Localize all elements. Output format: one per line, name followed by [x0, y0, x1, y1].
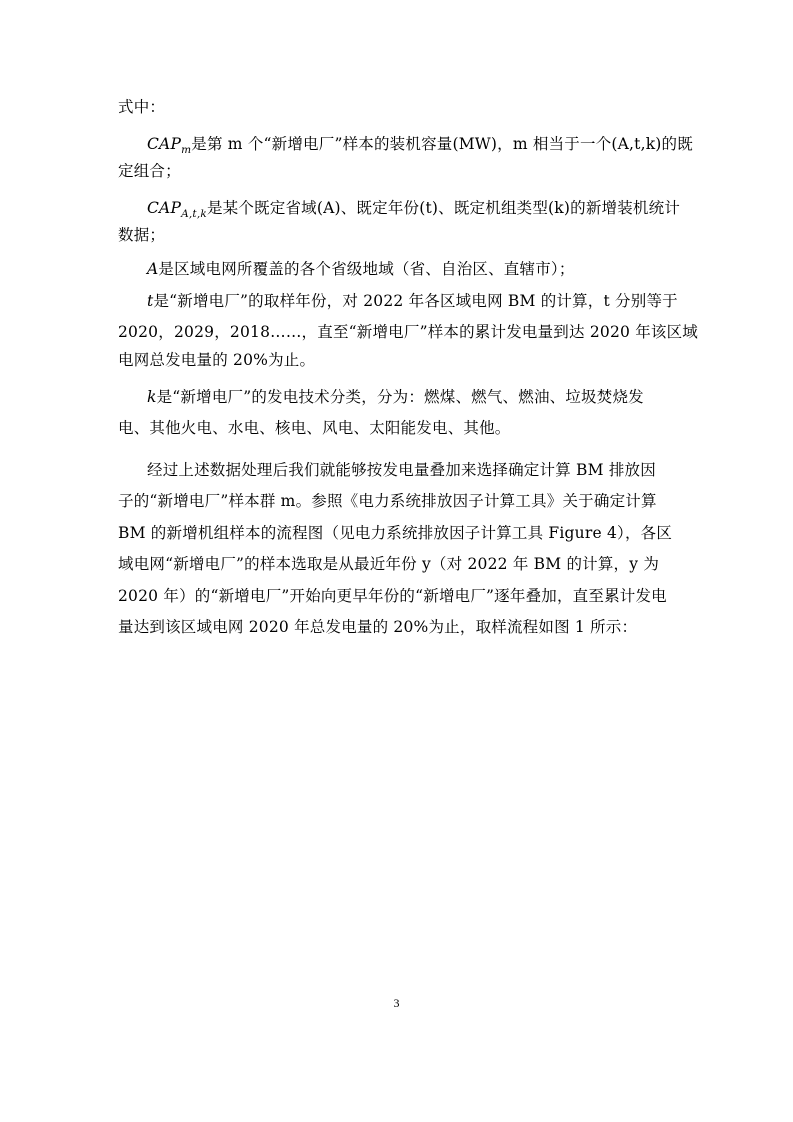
k-symbol: k — [147, 388, 157, 406]
intro-line: 式中： — [118, 98, 166, 116]
cap-m-definition-line-2: 定组合； — [118, 162, 181, 180]
a-symbol: A — [147, 260, 159, 278]
cap-m-symbol: CAP — [147, 135, 182, 153]
paragraph-line-3: BM 的新增机组样本的流程图（见电力系统排放因子计算工具 Figure 4），各区 — [118, 524, 673, 542]
cap-atk-definition-line-2: 数据； — [118, 226, 166, 244]
t-symbol: t — [147, 292, 154, 310]
cap-atk-definition-line-1 — [147, 197, 680, 221]
cap-m-subscript: m — [181, 144, 192, 156]
cap-atk-symbol: CAP — [147, 199, 182, 217]
t-definition-line-3: 电网总发电量的 20%为止。 — [118, 351, 316, 369]
paragraph-line-1: 经过上述数据处理后我们就能够按发电量叠加来选择确定计算 BM 排放因 — [147, 461, 656, 479]
k-definition-line-2: 电、其他火电、水电、核电、风电、太阳能发电、其他。 — [118, 419, 511, 437]
cap-m-text-1: 是第 m 个“新增电厂”样本的装机容量(MW)，m 相当于一个(A,t,k)的既 — [191, 135, 693, 153]
t-definition-line-2: 2020，2029，2018……，直至“新增电厂”样本的累计发电量到达 2020 年该区域 — [118, 323, 698, 341]
k-definition-line-1 — [147, 386, 644, 408]
paragraph-line-6: 量达到该区域电网 2020 年总发电量的 20%为止，取样流程如图 1 所示： — [118, 618, 638, 636]
cap-atk-subscript: A,t,k — [181, 208, 207, 220]
a-text: 是区域电网所覆盖的各个省级地域（省、自治区、直辖市）； — [158, 260, 575, 278]
t-definition-line-1 — [147, 290, 678, 312]
paragraph-line-5: 2020 年）的“新增电厂”开始向更早年份的“新增电厂”逐年叠加，直至累计发电 — [118, 587, 667, 605]
k-text-1: 是“新增电厂”的发电技术分类，分为：燃煤、燃气、燃油、垃圾焚烧发 — [156, 388, 644, 406]
a-definition-line — [147, 258, 575, 280]
cap-m-definition-line-1 — [147, 133, 693, 157]
paragraph-line-2: 子的“新增电厂”样本群 m。参照《电力系统排放因子计算工具》关于确定计算 — [118, 492, 657, 510]
cap-atk-text-1: 是某个既定省域(A)、既定年份(t)、既定机组类型(k)的新增装机统计 — [206, 199, 681, 217]
page-number: 3 — [393, 996, 400, 1010]
paragraph-line-4: 域电网“新增电厂”的样本选取是从最近年份 y（对 2022 年 BM 的计算，y 为 — [118, 555, 660, 573]
t-text-1: 是“新增电厂”的取样年份，对 2022 年各区域电网 BM 的计算，t 分别等于 — [153, 292, 678, 310]
